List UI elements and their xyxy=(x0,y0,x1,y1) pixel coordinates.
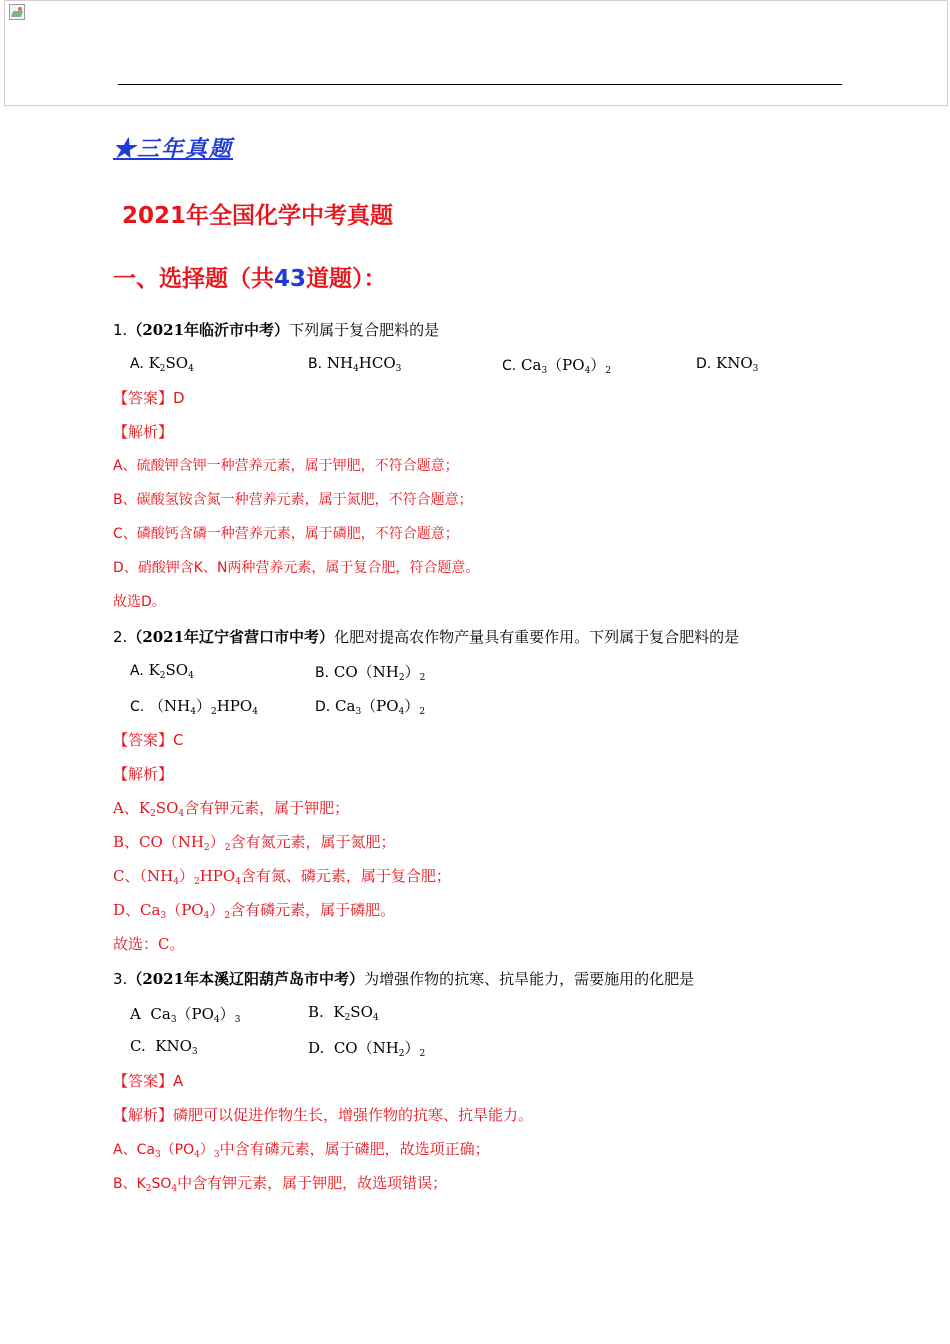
q1-analysis-line: B、碳酸氢铵含氮一种营养元素，属于氮肥，不符合题意； xyxy=(113,492,473,508)
q3-analysis-line: A、$Ca_3(PO_4)_3$中含有磷元素，属于磷肥，故选项正确； xyxy=(113,1140,490,1160)
q2-answer: 【答案】C xyxy=(113,731,184,749)
q2-option-b: B. $CO(NH_2)_2$ xyxy=(315,663,426,683)
q2-analysis-label: 【解析】 xyxy=(113,765,174,783)
q3-analysis: 【解析】磷肥可以促进作物生长，增强作物的抗寒、抗旱能力。 xyxy=(113,1106,534,1124)
page-header xyxy=(4,0,948,106)
q3-answer: 【答案】A xyxy=(113,1072,184,1090)
section-title: 一、选择题（共43道题）： xyxy=(113,266,387,292)
q1-option-b: B. $NH_4HCO_3$ xyxy=(308,354,402,374)
q1-analysis-line: D、硝酸钾含K、N两种营养元素，属于复合肥，符合题意。 xyxy=(113,560,480,576)
q2-option-c: C. $(NH_4)_2HPO_4$ xyxy=(130,697,258,717)
q2-conclusion: 故选：C。 xyxy=(113,935,185,953)
q1-analysis-label: 【解析】 xyxy=(113,423,174,441)
q1-option-d: D. $KNO_3$ xyxy=(696,354,759,374)
q3-analysis-line: B、$K_2SO_4$中含有钾元素，属于钾肥，故选项错误； xyxy=(113,1174,448,1194)
q1-option-a: A. $K_2SO_4$ xyxy=(130,354,194,374)
q2-analysis-line: D、$Ca_3(PO_4)_2$含有磷元素，属于磷肥。 xyxy=(113,901,396,921)
q2-analysis-line: B、$CO(NH_2)_2$含有氮元素，属于氮肥； xyxy=(113,833,396,853)
question-3-stem: 3.（2021年本溪辽阳葫芦岛市中考）为增强作物的抗寒、抗旱能力，需要施用的化肥是 xyxy=(113,970,695,988)
q3-option-d: D. $CO(NH_2)_2$ xyxy=(308,1039,426,1059)
section-heading: ★三年真题 xyxy=(113,136,234,162)
q1-option-c: C. $Ca_3(PO_4)_2$ xyxy=(502,356,612,376)
q2-option-a: A. $K_2SO_4$ xyxy=(130,661,194,681)
header-divider xyxy=(118,84,842,85)
q1-analysis-line: A、硫酸钾含钾一种营养元素，属于钾肥，不符合题意； xyxy=(113,458,459,474)
q1-answer: 【答案】D xyxy=(113,389,185,407)
q2-analysis-line: C、$(NH_4)_2HPO_4$含有氮、磷元素，属于复合肥； xyxy=(113,867,451,887)
question-2-stem: 2.（2021年辽宁省营口市中考）化肥对提高农作物产量具有重要作用。下列属于复合肥料的是 xyxy=(113,628,740,646)
q1-analysis-line: C、磷酸钙含磷一种营养元素，属于磷肥，不符合题意； xyxy=(113,526,459,542)
question-1-stem: 1.（2021年临沂市中考）下列属于复合肥料的是 xyxy=(113,321,440,339)
q1-conclusion: 故选D。 xyxy=(113,594,166,610)
year-title: 2021年全国化学中考真题 xyxy=(122,203,394,229)
q2-option-d: D. $Ca_3(PO_4)_2$ xyxy=(315,697,426,717)
q2-analysis-line: A、$K_2SO_4$含有钾元素，属于钾肥； xyxy=(113,799,350,819)
q3-option-b: B. $K_2SO_4$ xyxy=(308,1003,379,1023)
q3-option-c: C. $KNO_3$ xyxy=(130,1037,198,1057)
q3-option-a: A $Ca_3(PO_4)_3$ xyxy=(130,1005,241,1025)
broken-image-icon xyxy=(9,4,25,20)
